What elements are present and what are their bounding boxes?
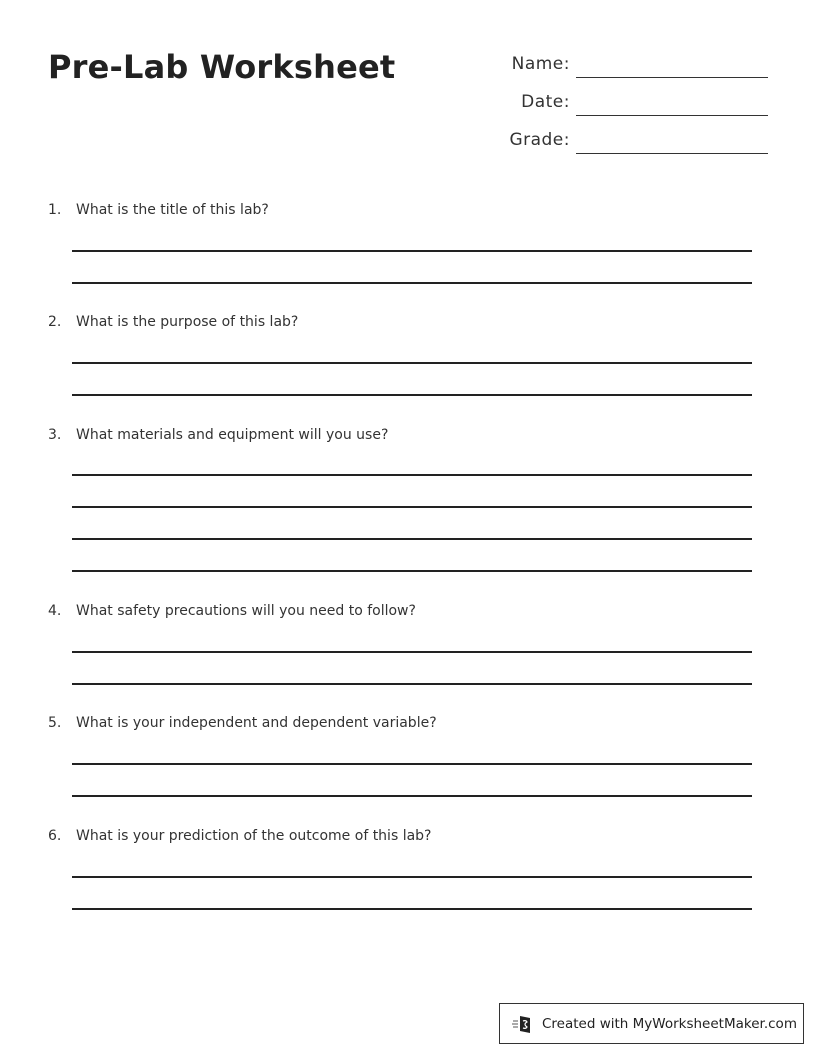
- date-label: Date:: [521, 92, 570, 112]
- footer-badge[interactable]: [499, 1003, 804, 1044]
- grade-field[interactable]: [490, 124, 768, 154]
- answer-line[interactable]: [72, 570, 752, 572]
- answer-line[interactable]: [72, 876, 752, 878]
- grade-input-line[interactable]: [576, 153, 768, 154]
- question-number: 6.: [48, 828, 62, 844]
- answer-line[interactable]: [72, 394, 752, 396]
- answer-line[interactable]: [72, 474, 752, 476]
- name-input-line[interactable]: [576, 77, 768, 78]
- question-number: 5.: [48, 715, 62, 731]
- answer-line[interactable]: [72, 506, 752, 508]
- answer-line[interactable]: [72, 362, 752, 364]
- question-text: What is your prediction of the outcome of this lab?: [76, 828, 432, 844]
- question-number: 2.: [48, 314, 62, 330]
- answer-line[interactable]: [72, 651, 752, 653]
- question-text: What is your independent and dependent variable?: [76, 715, 437, 731]
- name-label: Name:: [511, 54, 570, 74]
- name-field[interactable]: [490, 48, 768, 78]
- answer-line[interactable]: [72, 538, 752, 540]
- date-field[interactable]: [490, 86, 768, 116]
- answer-line[interactable]: [72, 683, 752, 685]
- answer-line[interactable]: [72, 250, 752, 252]
- question-text: What is the purpose of this lab?: [76, 314, 299, 330]
- answer-line[interactable]: [72, 795, 752, 797]
- page-title: Pre-Lab Worksheet: [48, 48, 396, 86]
- worksheet-maker-logo-icon: [512, 1013, 534, 1035]
- question-text: What materials and equipment will you use?: [76, 427, 389, 443]
- question-number: 1.: [48, 202, 62, 218]
- grade-label: Grade:: [509, 130, 570, 150]
- answer-line[interactable]: [72, 282, 752, 284]
- question-number: 3.: [48, 427, 62, 443]
- answer-line[interactable]: [72, 763, 752, 765]
- footer-text: Created with MyWorksheetMaker.com: [542, 1015, 797, 1032]
- question-text: What is the title of this lab?: [76, 202, 269, 218]
- date-input-line[interactable]: [576, 115, 768, 116]
- answer-line[interactable]: [72, 908, 752, 910]
- question-number: 4.: [48, 603, 62, 619]
- question-text: What safety precautions will you need to follow?: [76, 603, 416, 619]
